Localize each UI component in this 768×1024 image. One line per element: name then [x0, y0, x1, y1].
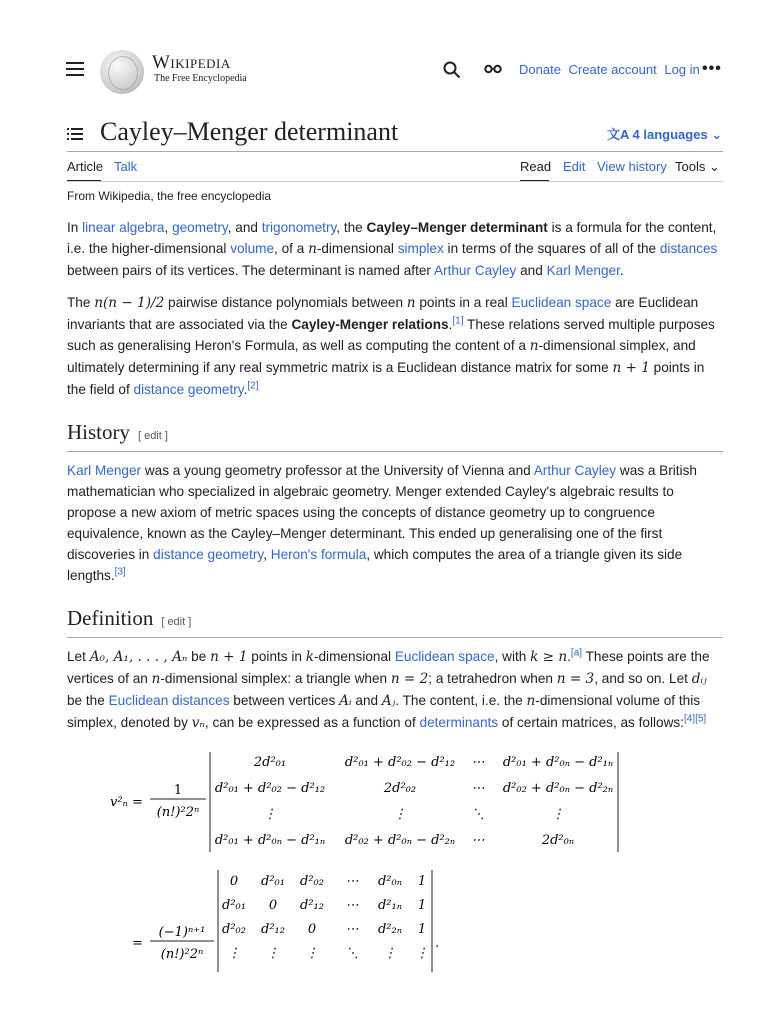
intro-paragraph-1 — [67, 217, 723, 281]
math: n — [529, 338, 539, 354]
matrix-cell: ⋮ — [227, 946, 241, 961]
link-volume[interactable]: volume — [230, 241, 275, 256]
tab-talk[interactable]: Talk — [114, 159, 138, 174]
text: between pairs of its vertices. The determinant is named after — [67, 263, 434, 278]
matrix-cell: d²₀₁ + d²₀ₙ − d²₁ₙ — [502, 755, 614, 770]
text: , and — [227, 220, 262, 235]
text: These relations served multiple purposes such as generalising Heron's Formula, as well as computing the content of a — [67, 317, 715, 353]
citation-2[interactable]: [2] — [247, 380, 259, 392]
fraction2-numerator: (−1)ⁿ⁺¹ — [158, 925, 206, 940]
tab-read[interactable]: Read — [520, 159, 552, 174]
fraction1-numerator: 1 — [173, 783, 183, 798]
text: . — [243, 382, 248, 397]
text: points in the field of — [67, 360, 705, 397]
link-karl-menger[interactable]: Karl Menger — [546, 263, 620, 278]
text: between vertices — [229, 693, 340, 708]
matrix-cell: 0 — [307, 922, 317, 937]
bold-term: Cayley-Menger relations — [291, 317, 449, 332]
text: . — [619, 263, 624, 278]
link-linear-algebra[interactable]: linear algebra — [82, 220, 165, 235]
text: Let — [67, 649, 90, 664]
more-options-icon[interactable]: ••• — [702, 60, 722, 77]
text: , of a — [274, 241, 309, 256]
math: vₙ — [191, 715, 205, 731]
tabs-divider — [67, 181, 723, 182]
link-arthur-cayley[interactable]: Arthur Cayley — [533, 463, 617, 478]
table-of-contents-icon[interactable] — [67, 127, 83, 141]
matrix-cell: ⋯ — [345, 874, 359, 889]
article-body — [67, 217, 723, 745]
matrix-cell: d²₀₂ + d²₀ₙ − d²₂ₙ — [344, 833, 456, 848]
text: in terms of the squares of all of the — [443, 241, 660, 256]
matrix-cell: d²₁₂ — [261, 922, 285, 937]
section-heading-definition — [67, 608, 723, 638]
math: n(n − 1)/2 — [94, 295, 165, 311]
chevron-down-icon: ⌄ — [705, 159, 720, 174]
link-distance-geometry[interactable]: distance geometry — [133, 382, 244, 397]
text: . The content, i.e. the — [395, 693, 527, 708]
text: was a British mathematician who specialized in algebraic geometry. Menger extended Cayley's algebraic results to propose a new axiom of metric spaces using the concepts of distance geometry up to congruence equivalence, known as the Cayley–Menger determinant. This ended up generalising one of the first discoveries in — [67, 463, 697, 562]
text: , the — [336, 220, 367, 235]
translate-icon: 文A — [607, 127, 633, 142]
text: . — [448, 317, 453, 332]
matrix-cell: ⋯ — [471, 781, 485, 796]
matrix-cell: 1 — [417, 898, 427, 913]
create-account-link[interactable]: Create account — [568, 62, 657, 77]
matrix-cell: 2d²₀₂ — [383, 781, 417, 796]
language-button[interactable] — [607, 124, 722, 143]
search-icon[interactable] — [443, 61, 461, 79]
link-simplex[interactable]: simplex — [397, 241, 444, 256]
heading-text: History — [67, 420, 130, 444]
matrix-cell: d²₀₁ — [261, 874, 285, 889]
matrix-cell: 0 — [229, 874, 239, 889]
text: points in a real — [415, 295, 512, 310]
matrix-cell: d²₀₁ — [222, 898, 246, 913]
text: of certain matrices, as follows: — [498, 715, 684, 730]
text: and — [351, 693, 382, 708]
text: is a formula for the content, i.e. the higher-dimensional — [67, 220, 717, 256]
fraction1-denominator: (n!)²2ⁿ — [156, 805, 200, 820]
text: and — [516, 263, 547, 278]
tab-tools[interactable] — [675, 159, 720, 175]
user-links — [519, 62, 704, 77]
text: are Euclidean invariants that are associated via the — [67, 295, 699, 332]
tagline-from: From Wikipedia, the free encyclopedia — [67, 189, 272, 203]
heading-text: Definition — [67, 606, 154, 630]
math: n + 1 — [612, 360, 650, 376]
matrix-2 — [222, 874, 428, 961]
page-title: Cayley–Menger determinant — [100, 117, 399, 146]
appearance-glasses-icon[interactable] — [484, 63, 502, 75]
math: n — [151, 671, 161, 687]
link-euclidean-space[interactable]: Euclidean space — [511, 295, 612, 310]
matrix-cell: d²₀₂ — [222, 922, 246, 937]
math: Aᵢ — [339, 693, 352, 709]
math: n = 3 — [556, 671, 595, 687]
matrix-cell: 1 — [417, 874, 427, 889]
citation-4-5[interactable]: [4][5] — [683, 713, 707, 725]
text: , and so on. Let — [594, 671, 692, 686]
matrix-cell: d²₀₁ + d²₀₂ − d²₁₂ — [344, 755, 456, 770]
math: Aⱼ — [381, 693, 396, 709]
formula-lhs: v²ₙ = — [110, 795, 143, 810]
text: These points are the vertices of an — [67, 649, 710, 686]
tab-edit[interactable]: Edit — [563, 159, 586, 174]
matrix-cell: d²₀₂ + d²₀ₙ − d²₂ₙ — [502, 781, 614, 796]
text: -dimensional — [313, 649, 395, 664]
math: n — [406, 295, 416, 311]
matrix-cell: 2d²₀₁ — [253, 755, 287, 770]
citation-1[interactable]: [1] — [452, 315, 464, 327]
text: , — [164, 220, 173, 235]
matrix-cell: d²₁ₙ — [377, 898, 403, 913]
matrix-cell: d²₁₂ — [300, 898, 324, 913]
intro-paragraph-2 — [67, 292, 723, 400]
link-geometry[interactable]: geometry — [172, 220, 228, 235]
matrix-cell: ⋱ — [345, 946, 359, 961]
text: -dimensional volume of this simplex, denoted by — [67, 693, 701, 730]
matrix-cell: d²₀₁ + d²₀ₙ − d²₁ₙ — [214, 833, 326, 848]
edit-section-link[interactable]: [ edit ] — [138, 430, 168, 442]
title-divider — [67, 151, 723, 152]
link-determinants[interactable]: determinants — [419, 715, 499, 730]
text: . — [567, 649, 571, 664]
math: n — [308, 241, 317, 257]
section-heading-history — [67, 422, 723, 452]
citation-a[interactable]: [a] — [570, 647, 583, 659]
matrix-cell: ⋯ — [345, 898, 359, 913]
link-euclidean-distances[interactable]: Euclidean distances — [108, 693, 230, 708]
link-distance-geometry[interactable]: distance geometry — [153, 547, 264, 562]
matrix-cell: ⋯ — [345, 922, 359, 937]
matrix-cell: ⋯ — [471, 755, 485, 770]
formula-equals: = — [132, 936, 143, 951]
citation-3[interactable]: [3] — [114, 566, 126, 578]
wordmark[interactable]: Wikipedia — [152, 52, 231, 73]
matrix-cell: ⋮ — [551, 807, 565, 822]
text: , which computes the area of a triangle given its side lengths. — [67, 547, 683, 583]
fraction2-denominator: (n!)²2ⁿ — [160, 947, 204, 962]
text: points in — [247, 649, 306, 664]
math: n — [526, 693, 536, 709]
math: A₀, A₁, . . . , Aₙ — [89, 649, 188, 665]
matrix-cell: 0 — [268, 898, 278, 913]
tab-article[interactable]: Article — [67, 159, 104, 174]
text: be the — [67, 693, 109, 708]
matrix-cell: 2d²₀ₙ — [541, 833, 575, 848]
cayley-menger-formula — [110, 750, 630, 1020]
math: dᵢⱼ — [691, 671, 707, 687]
text: be — [187, 649, 211, 664]
matrix-cell: ⋮ — [305, 946, 319, 961]
main-menu-icon[interactable] — [66, 62, 84, 78]
text: ; a tetrahedron when — [428, 671, 557, 686]
login-link[interactable]: Log in — [664, 62, 700, 77]
matrix-1 — [215, 755, 613, 848]
matrix-cell: d²₀ₙ — [377, 874, 403, 889]
text: -dimensional simplex, and ultimately determining if any real symmetric matrix is a Euclidean distance matrix for some — [67, 338, 696, 375]
link-karl-menger[interactable]: Karl Menger — [67, 463, 142, 478]
text: , can be expressed as a function of — [204, 715, 420, 730]
matrix-cell: ⋮ — [266, 946, 280, 961]
text: In — [67, 220, 83, 235]
matrix-cell: d²₂ₙ — [377, 922, 403, 937]
definition-paragraph — [67, 646, 723, 734]
math: k ≥ n — [530, 649, 568, 665]
matrix-cell: ⋮ — [415, 946, 429, 961]
chevron-down-icon: ⌄ — [707, 127, 723, 142]
language-count: 4 languages — [632, 127, 708, 142]
text: -dimensional simplex: a triangle when — [160, 671, 391, 686]
matrix-cell: ⋯ — [471, 833, 485, 848]
history-paragraph — [67, 460, 723, 586]
math: n + 1 — [210, 649, 248, 665]
link-distances[interactable]: distances — [659, 241, 718, 256]
text: -dimensional — [316, 241, 398, 256]
tagline: The Free Encyclopedia — [154, 73, 247, 84]
text: , — [263, 547, 271, 562]
link-euclidean-space[interactable]: Euclidean space — [394, 649, 495, 664]
donate-link[interactable]: Donate — [519, 62, 561, 77]
matrix-cell: ⋱ — [471, 807, 485, 822]
site-header — [0, 0, 768, 120]
matrix-cell: ⋮ — [383, 946, 397, 961]
matrix-cell: 1 — [417, 922, 427, 937]
link-trigonometry[interactable]: trigonometry — [261, 220, 337, 235]
link-herons-formula[interactable]: Heron's formula — [270, 547, 367, 562]
wikipedia-globe-logo[interactable] — [100, 50, 144, 94]
math: k — [305, 649, 314, 665]
formula-period: . — [435, 936, 440, 951]
text: was a young geometry professor at the University of Vienna and — [141, 463, 534, 478]
matrix-cell: ⋮ — [393, 807, 407, 822]
matrix-cell: d²₀₂ — [300, 874, 324, 889]
text: pairwise distance polynomials between — [164, 295, 407, 310]
matrix-cell: ⋮ — [263, 807, 277, 822]
edit-section-link[interactable]: [ edit ] — [161, 616, 192, 628]
text: The — [67, 295, 95, 310]
bold-term: Cayley–Menger determinant — [366, 220, 548, 235]
tools-label: Tools — [675, 159, 706, 174]
tab-view-history[interactable]: View history — [597, 159, 667, 174]
matrix-cell: d²₀₁ + d²₀₂ − d²₁₂ — [214, 781, 326, 796]
text: , with — [494, 649, 531, 664]
link-arthur-cayley[interactable]: Arthur Cayley — [433, 263, 517, 278]
math: n = 2 — [390, 671, 429, 687]
